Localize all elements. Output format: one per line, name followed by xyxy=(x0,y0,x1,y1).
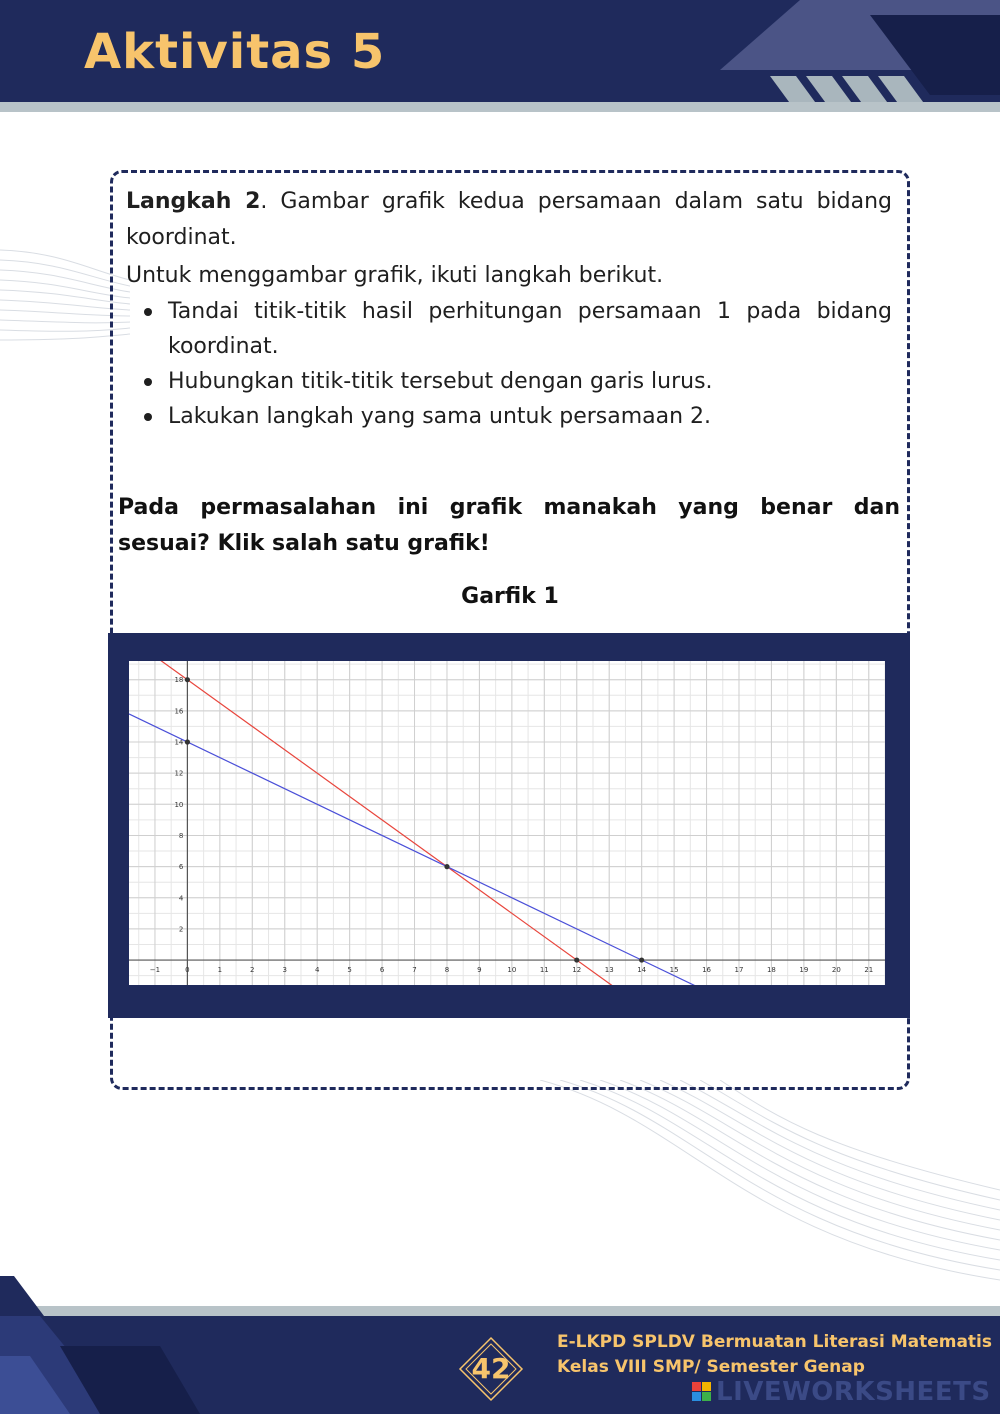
list-item: Hubungkan titik-titik tersebut dengan garis lurus. xyxy=(140,364,892,399)
footer-corner-decoration xyxy=(0,1276,130,1316)
y-tick-label: 12 xyxy=(174,769,184,778)
page-number: 42 xyxy=(471,1352,511,1385)
y-tick-label: 10 xyxy=(174,800,184,809)
data-point xyxy=(185,739,190,744)
header-decoration xyxy=(570,0,1000,102)
data-point xyxy=(639,957,644,962)
x-tick-label: 9 xyxy=(477,966,482,975)
x-tick-label: 7 xyxy=(412,966,417,975)
y-tick-label: 18 xyxy=(174,676,184,685)
x-tick-label: 19 xyxy=(799,966,809,975)
x-tick-label: 14 xyxy=(637,966,647,975)
list-item: Lakukan langkah yang sama untuk persamaan 2. xyxy=(140,399,892,434)
header-stripe xyxy=(0,102,1000,112)
data-point xyxy=(444,864,449,869)
step-list xyxy=(140,294,892,434)
x-tick-label: 18 xyxy=(766,966,776,975)
question-text: Pada permasalahan ini grafik manakah yang benar dan sesuai? Klik salah satu grafik! xyxy=(118,495,900,556)
x-tick-label: 13 xyxy=(604,966,614,975)
y-tick-label: 8 xyxy=(178,831,184,840)
x-tick-label: 1 xyxy=(217,966,223,975)
y-tick-label: 4 xyxy=(178,894,184,903)
y-tick-label: 6 xyxy=(178,863,184,872)
footer-title: E-LKPD SPLDV Bermuatan Literasi Matematis xyxy=(557,1332,993,1352)
footer-subtitle: Kelas VIII SMP/ Semester Genap xyxy=(557,1357,865,1377)
graph-chart[interactable] xyxy=(129,661,885,985)
step-text: . Gambar grafik kedua persamaan dalam satu bidang koordinat. xyxy=(126,189,892,250)
x-tick-label: 4 xyxy=(314,966,320,975)
x-tick-label: 17 xyxy=(734,966,744,975)
bullet-icon xyxy=(144,413,152,421)
x-tick-label: 5 xyxy=(347,966,352,975)
list-item: Tandai titik-titik hasil perhitungan persamaan 1 pada bidang koordinat. xyxy=(140,294,892,364)
data-point xyxy=(185,677,190,682)
x-tick-label: 21 xyxy=(864,966,874,975)
liveworksheets-brand: LIVEWORKSHEETS xyxy=(716,1377,991,1407)
x-tick-label: 6 xyxy=(379,966,385,975)
x-tick-label: 2 xyxy=(250,966,255,975)
background-lines-right xyxy=(540,1080,1000,1300)
step-instruction xyxy=(126,184,892,256)
x-tick-label: 16 xyxy=(702,966,712,975)
x-tick-label: 8 xyxy=(444,966,450,975)
graph-1-option[interactable] xyxy=(108,633,910,1018)
x-tick-label: 0 xyxy=(185,966,190,975)
graph-title: Garfik 1 xyxy=(461,584,559,609)
bullet-icon xyxy=(144,308,152,316)
x-tick-label: 20 xyxy=(831,966,841,975)
data-point xyxy=(574,957,579,962)
intro-text: Untuk menggambar grafik, ikuti langkah berikut. xyxy=(126,263,664,288)
y-tick-label: 14 xyxy=(174,738,184,747)
bullet-icon xyxy=(144,378,152,386)
x-tick-label: 10 xyxy=(507,966,517,975)
y-tick-label: 2 xyxy=(178,925,184,934)
footer-stripe xyxy=(0,1306,1000,1316)
page-header xyxy=(0,0,1000,102)
y-tick-label: 16 xyxy=(174,707,184,716)
x-tick-label: 15 xyxy=(669,966,679,975)
x-tick-label: 12 xyxy=(572,966,582,975)
x-tick-label: 3 xyxy=(282,966,287,975)
footer-decoration xyxy=(0,1316,300,1414)
step-label: Langkah 2 xyxy=(126,189,261,214)
page-title: Aktivitas 5 xyxy=(84,24,386,80)
x-tick-label: −1 xyxy=(149,966,161,975)
x-tick-label: 11 xyxy=(539,966,549,975)
